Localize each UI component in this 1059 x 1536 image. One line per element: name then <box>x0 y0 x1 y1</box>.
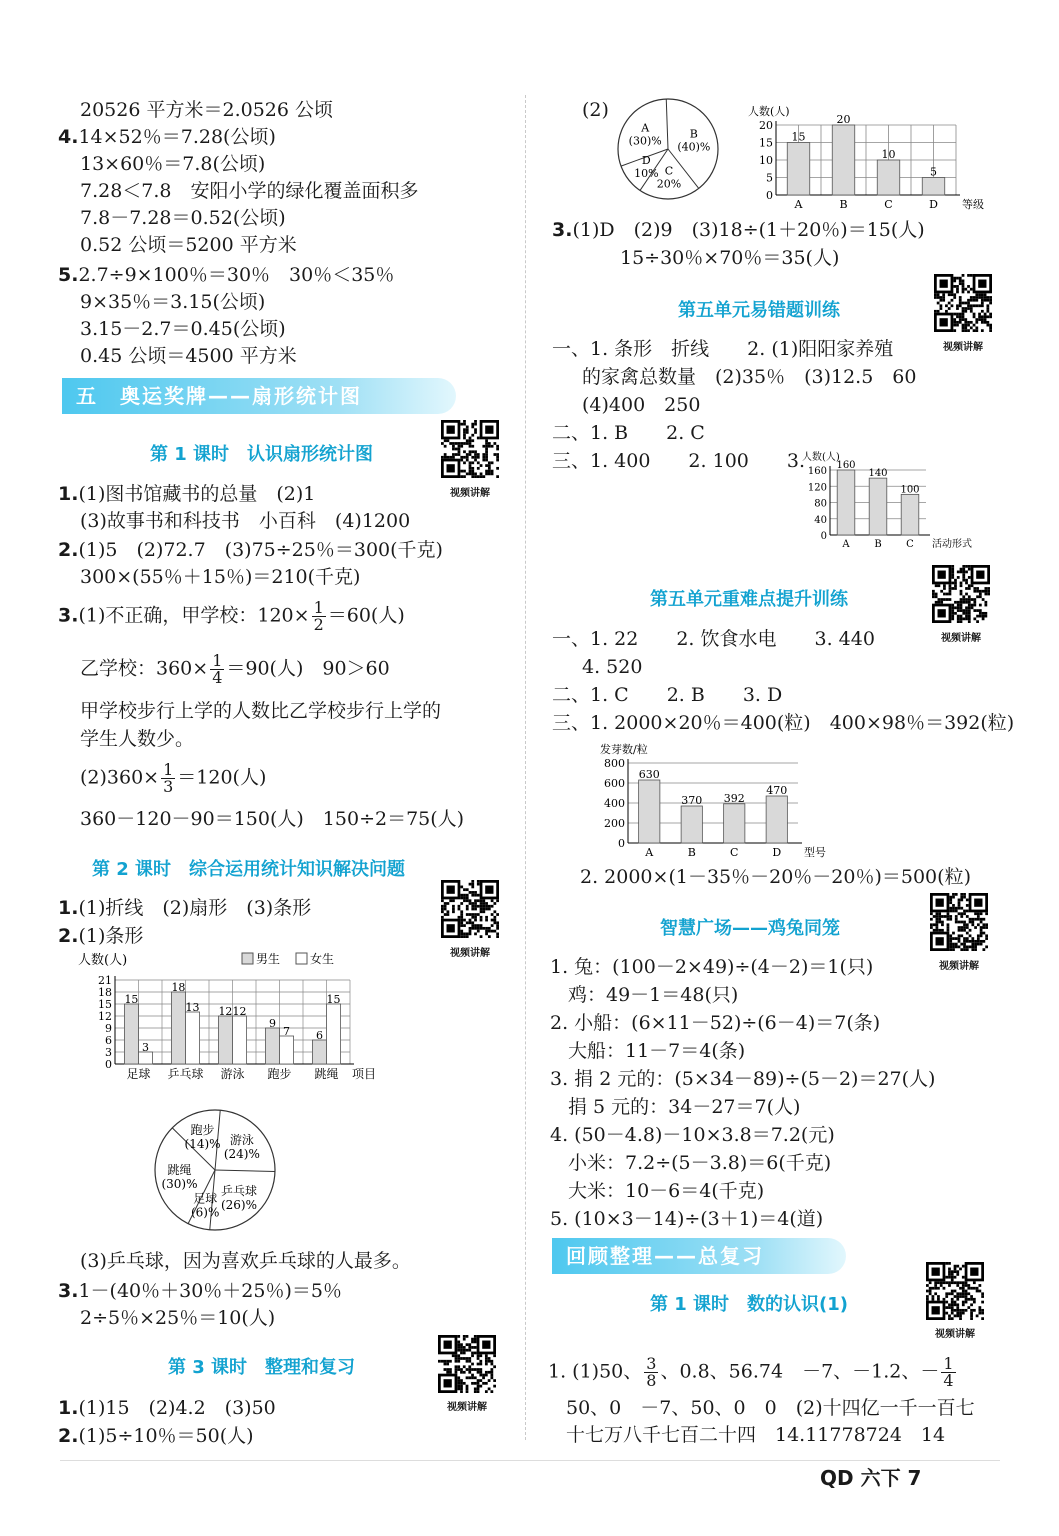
y-tick-label: 0 <box>766 189 773 202</box>
answer-line: 3.(1)D (2)9 (3)18÷(1＋20％)＝15(人) <box>552 219 925 241</box>
data-label: 18 <box>171 981 186 994</box>
qr-caption: 视频讲解 <box>450 948 490 959</box>
answer-line: 2÷5％×25％＝10(人) <box>80 1307 276 1329</box>
x-axis-label: 项目 <box>352 1067 377 1081</box>
x-tick-label: C <box>884 198 893 211</box>
y-tick-label: 6 <box>105 1034 112 1047</box>
bar <box>877 160 900 195</box>
pie-slice-value: (26)% <box>220 1197 258 1212</box>
answer-line: (3)故事书和科技书 小百科 (4)1200 <box>80 510 411 532</box>
pie-slice-value: (6)% <box>190 1205 220 1220</box>
qr-caption: 视频讲解 <box>941 633 981 644</box>
data-label: 100 <box>900 484 920 496</box>
x-tick-label: 跑步 <box>267 1067 292 1081</box>
answer-line: 乙学校：360× $\frac{1}{4}$ ＝90(人) 90＞60 <box>80 651 390 687</box>
bar <box>186 1012 200 1064</box>
answer-line: 0.45 公顷＝4500 平方米 <box>80 345 297 367</box>
data-label: 630 <box>638 768 660 781</box>
answer-line: 2.(1)5÷10％＝50(人) <box>58 1425 254 1447</box>
answer-line: 5.2.7÷9×100％＝30％ 30％＜35％ <box>58 264 395 286</box>
legend-label: 男生 <box>256 952 281 966</box>
x-tick-label: B <box>874 539 882 550</box>
answer-line: 大米：10－6＝4(千克) <box>568 1180 765 1202</box>
data-label: 20 <box>836 113 851 126</box>
lesson-title: 第五单元易错题训练 <box>678 300 840 321</box>
answer-line: 3. 捐 2 元的：(5×34－89)÷(5－2)＝27(人) <box>550 1068 936 1090</box>
answer-line: 2.(1)5 (2)72.7 (3)75÷25％＝300(千克) <box>58 539 443 561</box>
grouped-bar-chart <box>70 950 390 1090</box>
data-label: 9 <box>268 1017 276 1030</box>
y-axis-label: 人数(人) <box>802 452 840 463</box>
answer-line: 50、0 －7、50、0 0 (2)十四亿一千一百七 <box>566 1397 975 1419</box>
fraction: $\frac{1}{3}$ <box>163 760 174 796</box>
data-label: 15 <box>124 993 139 1006</box>
answer-line: (2)360× $\frac{1}{3}$ ＝120(人) <box>80 760 267 796</box>
answer-line: 2. 小船：(6×11－52)÷(6－4)＝7(条) <box>550 1012 881 1034</box>
qr-code-icon <box>930 893 988 951</box>
pie-slice-label: D <box>641 153 651 167</box>
answer-line: 甲学校步行上学的人数比乙学校步行上学的 <box>80 700 442 722</box>
y-tick-label: 15 <box>98 998 112 1011</box>
pie-slice-label: 足球 <box>193 1191 218 1206</box>
x-tick-label: B <box>839 198 848 211</box>
bar <box>681 806 702 843</box>
data-label: 140 <box>868 468 888 480</box>
y-tick-label: 3 <box>105 1046 112 1059</box>
answer-line: 5. (10×3－14)÷(3＋1)＝4(道) <box>550 1208 824 1230</box>
legend-label: 女生 <box>310 952 335 966</box>
y-tick-label: 120 <box>807 482 827 494</box>
qr-caption: 视频讲解 <box>935 1329 975 1340</box>
legend-swatch-girls <box>296 953 307 964</box>
x-tick-label: B <box>687 846 696 859</box>
y-tick-label: 5 <box>766 171 773 185</box>
answer-line: 1.(1)15 (2)4.2 (3)50 <box>58 1397 276 1419</box>
data-label: 3 <box>142 1041 150 1054</box>
bar <box>639 780 660 843</box>
data-label: 15 <box>326 993 341 1006</box>
bar <box>832 125 855 195</box>
answer-line: 3.(1)不正确，甲学校：120× $\frac{1}{2}$ ＝60(人) <box>58 598 405 634</box>
y-tick-label: 0 <box>820 531 827 542</box>
qr-caption: 视频讲解 <box>450 488 490 499</box>
bar-chart-seeds <box>572 735 842 863</box>
y-tick-label: 9 <box>105 1022 112 1035</box>
answer-line: 4.14×52％＝7.28(公顷) <box>58 126 276 148</box>
answer-line: 9×35％＝3.15(公顷) <box>80 291 266 313</box>
sub-label: (2) <box>582 99 609 121</box>
y-tick-label: 40 <box>814 514 827 526</box>
answer-line: 300×(55％＋15％)＝210(千克) <box>80 566 361 588</box>
data-label: 370 <box>681 794 703 807</box>
qr-code-icon <box>932 565 990 623</box>
bar <box>280 1036 294 1064</box>
x-tick-label: D <box>772 846 782 859</box>
y-tick-label: 12 <box>98 1010 112 1023</box>
answer-line: 2. 2000×(1－35％－20％－20％)＝500(粒) <box>580 866 971 888</box>
lesson-title: 第 1 课时 数的认识(1) <box>650 1294 849 1315</box>
pie-slice-label: 游泳 <box>229 1133 254 1148</box>
data-label: 10 <box>881 148 896 161</box>
pie-slice-label: 跳绳 <box>167 1162 192 1177</box>
answer-line: 1.(1)折线 (2)扇形 (3)条形 <box>58 897 312 919</box>
x-axis-label: 型号 <box>804 846 826 859</box>
bar <box>233 1016 247 1064</box>
bar <box>327 1004 341 1064</box>
answer-line: 1. 兔：(100－2×49)÷(4－2)＝1(只) <box>550 956 874 978</box>
answer-line: 的家禽总数量 (2)35％ (3)12.5 60 <box>582 366 917 388</box>
lesson-title: 第 3 课时 整理和复习 <box>168 1357 356 1378</box>
y-tick-label: 200 <box>604 817 625 830</box>
y-tick-label: 20 <box>759 119 773 132</box>
pie-chart-grades <box>600 95 740 207</box>
answer-line: 1.(1)图书馆藏书的总量 (2)1 <box>58 483 316 505</box>
bar <box>837 470 855 535</box>
lesson-title: 第五单元重难点提升训练 <box>650 589 848 610</box>
pie-slice-label: B <box>689 127 698 141</box>
bar <box>766 796 787 843</box>
y-axis-label: 发芽数/粒 <box>600 743 648 756</box>
y-tick-label: 15 <box>759 136 773 150</box>
pie-slice-value: 10% <box>634 166 659 180</box>
answer-line: 学生人数少。 <box>80 728 195 750</box>
answer-line: 捐 5 元的：34－27＝7(人) <box>568 1096 801 1118</box>
bar <box>869 478 887 535</box>
answer-line: 20526 平方米＝2.0526 公顷 <box>80 99 334 121</box>
x-tick-label: A <box>794 198 803 211</box>
answer-line: (3)乒乓球，因为喜欢乒乓球的人最多。 <box>80 1250 411 1272</box>
qr-caption: 视频讲解 <box>447 1402 487 1413</box>
pie-slice-label: 乒乓球 <box>220 1183 258 1198</box>
answer-line: 三、1. 2000×20％＝400(粒) 400×98％＝392(粒) <box>552 712 1015 734</box>
answer-line: 3.15－2.7＝0.45(公顷) <box>80 318 286 340</box>
answer-line: 360－120－90＝150(人) 150÷2＝75(人) <box>80 808 465 830</box>
y-tick-label: 160 <box>807 466 827 477</box>
answer-line: (4)400 250 <box>582 394 701 416</box>
bar <box>265 1028 279 1064</box>
x-tick-label: C <box>730 846 739 859</box>
answer-line: 一、1. 22 2. 饮食水电 3. 440 <box>552 628 875 650</box>
x-tick-label: C <box>906 539 914 550</box>
answer-line: 1. (1)50、 $\frac{3}{8}$ 、0.8、56.74 －7、－1.2、－ $\frac{1}{4}$ <box>548 1354 954 1390</box>
answer-line: 2.(1)条形 <box>58 925 144 947</box>
pie-slice-label: A <box>641 121 650 135</box>
bar <box>171 992 185 1064</box>
lesson-title: 第 1 课时 认识扇形统计图 <box>150 444 374 465</box>
bar <box>901 494 919 535</box>
answer-line: 二、1. B 2. C <box>552 422 705 444</box>
item-number: 5. <box>58 264 79 286</box>
pie-slice-value: 20% <box>656 177 682 191</box>
pie-chart-hobbies <box>70 1088 310 1248</box>
pie-slice-value: (30)% <box>628 134 662 148</box>
answer-line: 13×60％＝7.8(公顷) <box>80 153 266 175</box>
answer-line: 十七万八千七百二十四 14.11778724 14 <box>566 1424 946 1446</box>
y-tick-label: 600 <box>604 777 625 790</box>
lesson-title: 第 2 课时 综合运用统计知识解决问题 <box>92 859 406 880</box>
answer-line: 小米：7.2÷(5－3.8)＝6(千克) <box>568 1152 832 1174</box>
bar-chart-activities <box>790 445 1000 555</box>
answer-line: 15÷30％×70％＝35(人) <box>620 247 840 269</box>
answer-line: 7.8－7.28＝0.52(公顷) <box>80 207 286 229</box>
answer-line: 4. (50－4.8)－10×3.8＝7.2(元) <box>550 1124 835 1146</box>
answer-line: 一、1. 条形 折线 2. (1)阳阳家养殖 <box>552 338 894 360</box>
answer-line: 二、1. C 2. B 3. D <box>552 684 783 706</box>
y-tick-label: 10 <box>759 154 773 167</box>
y-tick-label: 80 <box>814 498 827 510</box>
qr-code-icon <box>441 880 499 938</box>
qr-caption: 视频讲解 <box>939 961 979 972</box>
y-tick-label: 0 <box>105 1058 112 1071</box>
x-tick-label: 跳绳 <box>314 1067 339 1081</box>
data-label: 13 <box>185 1001 200 1014</box>
lesson-title: 智慧广场——鸡兔同笼 <box>660 918 840 939</box>
y-tick-label: 21 <box>98 974 112 987</box>
fraction: $\frac{1}{4}$ <box>943 1354 954 1390</box>
pie-slice-label: 跑步 <box>190 1123 215 1138</box>
answer-line: 7.28＜7.8 安阳小学的绿化覆盖面积多 <box>80 180 419 202</box>
x-tick-label: 游泳 <box>220 1067 245 1081</box>
data-label: 6 <box>315 1029 323 1042</box>
page-footer: QD 六下 7 <box>820 1466 922 1490</box>
legend-swatch-boys <box>242 953 253 964</box>
pie-slice-label: C <box>664 164 674 178</box>
fraction: $\frac{1}{2}$ <box>313 598 324 634</box>
y-axis-label: 人数(人) <box>78 953 128 968</box>
x-axis-label: 活动形式 <box>932 539 972 550</box>
bar <box>124 1004 138 1064</box>
y-tick-label: 0 <box>618 837 625 850</box>
bar <box>218 1016 232 1064</box>
y-tick-label: 18 <box>98 986 112 999</box>
x-tick-label: 足球 <box>126 1067 151 1081</box>
x-tick-label: D <box>929 198 938 211</box>
bar <box>922 178 945 196</box>
data-label: 392 <box>723 791 745 805</box>
pie-slice-value: (30)% <box>161 1176 198 1191</box>
answer-line: 0.52 公顷＝5200 平方米 <box>80 234 297 256</box>
footer-rule <box>60 1460 1000 1461</box>
bar <box>724 804 745 843</box>
y-tick-label: 800 <box>604 757 625 770</box>
qr-code-icon <box>438 1335 496 1393</box>
data-label: 15 <box>791 130 806 144</box>
bar <box>787 143 810 196</box>
answer-line: 4. 520 <box>582 656 643 678</box>
y-tick-label: 400 <box>604 797 625 810</box>
qr-code-icon <box>934 274 992 332</box>
qr-code-icon <box>441 420 499 478</box>
answer-line: 大船：11－7＝4(条) <box>568 1040 746 1062</box>
x-tick-label: A <box>645 846 654 859</box>
answer-line: 三、1. 400 2. 100 3. <box>552 450 805 472</box>
data-label: 160 <box>836 460 856 471</box>
answer-line: 3.1－(40％＋30％＋25％)＝5％ <box>58 1280 342 1302</box>
bar-chart-grades <box>740 95 1000 215</box>
data-label: 470 <box>766 784 788 797</box>
fraction: $\frac{3}{8}$ <box>646 1354 657 1390</box>
unit-banner: 五 奥运奖牌——扇形统计图 <box>62 378 456 414</box>
pie-slice-value: (40)% <box>677 140 711 154</box>
x-axis-label: 等级 <box>962 198 984 211</box>
bar <box>312 1040 326 1064</box>
answer-line: 鸡：49－1＝48(只) <box>568 984 739 1006</box>
data-label: 5 <box>930 165 937 179</box>
pie-slice-value: (14)% <box>184 1137 221 1152</box>
x-tick-label: A <box>842 539 850 550</box>
y-axis-label: 人数(人) <box>748 105 790 118</box>
review-banner: 回顾整理——总复习 <box>552 1238 846 1274</box>
x-tick-label: 乒乓球 <box>167 1067 204 1081</box>
data-label: 12 <box>232 1005 247 1018</box>
pie-slice-value: (24)% <box>223 1147 260 1162</box>
data-label: 7 <box>283 1025 291 1038</box>
qr-code-icon <box>926 1262 984 1320</box>
data-label: 12 <box>218 1005 233 1018</box>
fraction: $\frac{1}{4}$ <box>212 651 223 687</box>
item-number: 4. <box>58 126 79 148</box>
qr-caption: 视频讲解 <box>943 342 983 353</box>
column-divider <box>525 95 526 1440</box>
